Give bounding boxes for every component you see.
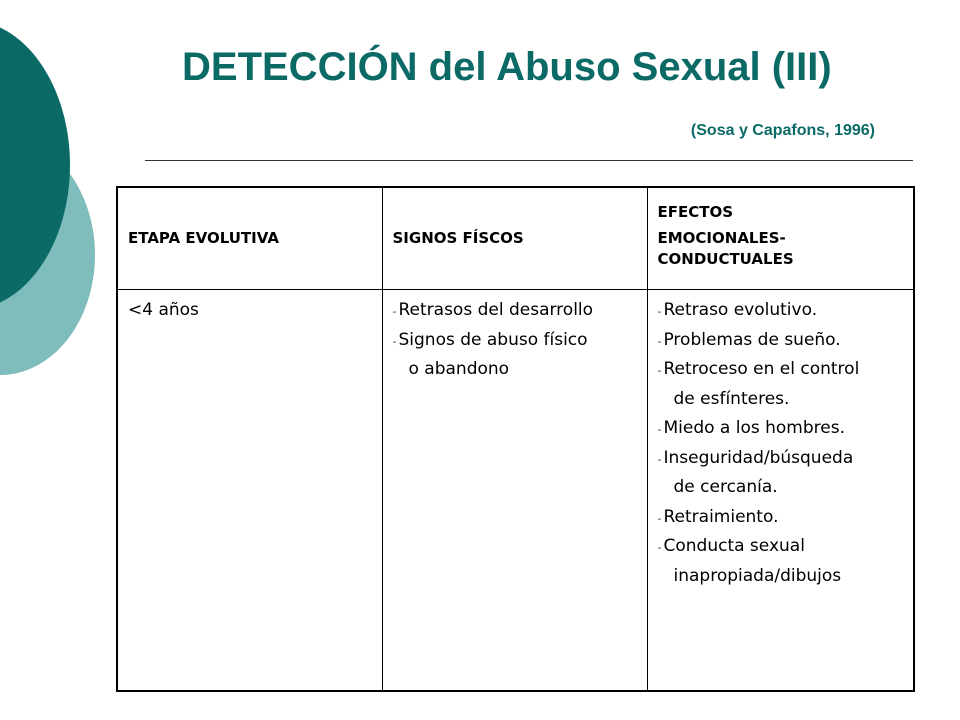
list-item-text: o abandono bbox=[408, 359, 510, 379]
list-item-text: inapropiada/dibujos bbox=[673, 565, 842, 586]
list-item-text: Retraso evolutivo. bbox=[663, 300, 818, 320]
list-item bbox=[658, 387, 904, 413]
age-label: <4 años bbox=[128, 300, 199, 320]
list-item bbox=[658, 505, 904, 531]
dash-marker: - bbox=[657, 423, 662, 436]
list-item-text: de cercanía. bbox=[673, 477, 778, 497]
list-item-text: Signos de abuso físico bbox=[398, 329, 588, 350]
header-effects-label-2: EMOCIONALES-CONDUCTUALES bbox=[657, 228, 794, 269]
header-stage-label: ETAPA EVOLUTIVA bbox=[128, 228, 279, 247]
detection-table bbox=[116, 186, 915, 692]
table-row bbox=[117, 290, 914, 692]
list-item-text: Miedo a los hombres. bbox=[663, 418, 845, 438]
dash-marker: - bbox=[657, 511, 662, 525]
list-item bbox=[393, 298, 637, 324]
header-effects-label: EFECTOS bbox=[657, 202, 734, 221]
dash-marker: - bbox=[657, 334, 662, 348]
list-item-text: de esfínteres. bbox=[673, 388, 790, 409]
age-cell bbox=[117, 290, 382, 692]
slide-title: DETECCIÓN del Abuso Sexual (III) bbox=[182, 45, 832, 89]
list-item-text: Retroceso en el control bbox=[663, 359, 860, 379]
dash-marker: - bbox=[657, 541, 662, 554]
list-item bbox=[658, 475, 904, 501]
list-item bbox=[658, 564, 904, 590]
signs-cell bbox=[382, 290, 647, 692]
list-item bbox=[393, 328, 637, 354]
list-item bbox=[658, 328, 904, 354]
title-divider bbox=[145, 160, 913, 161]
list-item bbox=[658, 534, 904, 560]
slide-subtitle: (Sosa y Capafons, 1996) bbox=[690, 122, 875, 139]
header-signs-label: SIGNOS FÍSCOS bbox=[392, 228, 524, 247]
dash-marker: - bbox=[657, 305, 662, 318]
dash-marker: - bbox=[392, 305, 397, 318]
list-item bbox=[658, 446, 904, 472]
header-stage bbox=[117, 187, 382, 290]
list-item bbox=[658, 357, 904, 383]
dash-marker: - bbox=[657, 452, 662, 466]
header-effects bbox=[647, 187, 914, 290]
effects-cell bbox=[647, 290, 914, 692]
list-item bbox=[393, 357, 637, 383]
table-header-row bbox=[117, 187, 914, 290]
header-signs bbox=[382, 187, 647, 290]
dash-marker: - bbox=[657, 364, 662, 377]
list-item-text: Conducta sexual bbox=[663, 536, 805, 556]
list-item-text: Inseguridad/búsqueda bbox=[663, 447, 854, 468]
list-item bbox=[658, 298, 904, 324]
dash-marker: - bbox=[392, 334, 397, 348]
list-item bbox=[658, 416, 904, 442]
list-item-text: Retraimiento. bbox=[663, 506, 779, 527]
list-item-text: Problemas de sueño. bbox=[663, 329, 841, 350]
list-item-text: Retrasos del desarrollo bbox=[398, 300, 594, 320]
